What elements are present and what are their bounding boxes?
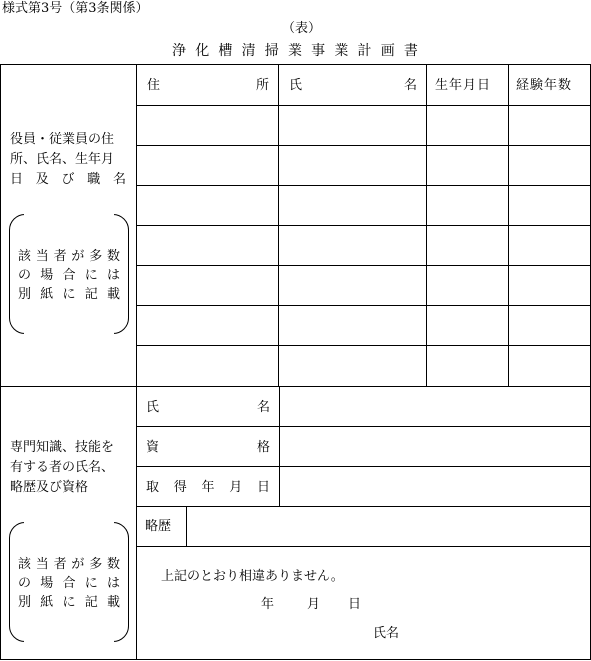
header-date-of-birth: 生年月日: [435, 78, 492, 93]
label-char: び: [61, 172, 75, 187]
note-line-2: [18, 269, 120, 282]
staff-section-label-1: 役員・従業員の住: [10, 132, 115, 147]
note-char: 載: [106, 287, 120, 302]
note-char: 当: [35, 249, 49, 264]
date-month: 月: [307, 597, 321, 612]
expert-section-label-1: 専門知識、技能を: [10, 440, 115, 455]
note2-line-1: [18, 558, 120, 571]
note-char: に: [84, 576, 98, 591]
note-char: 場: [40, 576, 54, 591]
note-char: 該: [18, 249, 32, 264]
staff-section-label-2: 所、氏名、生年月: [10, 152, 115, 167]
table-label: （表）: [282, 21, 322, 36]
note-char: に: [62, 287, 76, 302]
form-number: 様式第3号（第3条関係）: [2, 1, 149, 16]
title-char: 清: [241, 43, 256, 59]
note-char: 別: [18, 595, 32, 610]
note-char: 載: [106, 595, 120, 610]
acquired-date-label: 取 得 年 月 日: [146, 480, 270, 495]
date-day: 日: [348, 597, 362, 612]
signature-label: 氏名: [373, 626, 400, 641]
header-name: 氏 名: [289, 78, 417, 93]
expert-name-label: 氏 名: [146, 400, 270, 415]
note-char: は: [106, 576, 120, 591]
declaration-text: 上記のとおり相違ありません。: [161, 569, 344, 584]
note-char: 多: [89, 557, 103, 572]
note-char: の: [18, 268, 32, 283]
expert-section-label-2: 有する者の氏名、: [10, 460, 115, 475]
note-char: 当: [35, 557, 49, 572]
note-char: 合: [62, 268, 76, 283]
note-char: の: [18, 576, 32, 591]
note-char: が: [71, 557, 85, 572]
note-char: に: [62, 595, 76, 610]
note-char: 多: [89, 249, 103, 264]
note-char: 該: [18, 557, 32, 572]
note-char: が: [71, 249, 85, 264]
title-char: 書: [403, 43, 418, 59]
expert-section-label-3: 略歴及び資格: [10, 480, 89, 495]
note-line-1: [18, 250, 120, 263]
note-char: 紙: [40, 287, 54, 302]
note2-line-2: [18, 577, 120, 590]
note-char: 者: [53, 249, 67, 264]
label-char: 及: [35, 172, 49, 187]
title-char: 化: [195, 43, 210, 59]
note-line-3: [18, 288, 120, 301]
note-char: 数: [106, 249, 120, 264]
label-char: 職: [87, 172, 101, 187]
qualification-label: 資 格: [146, 440, 270, 455]
title-char: 槽: [218, 43, 233, 59]
staff-section-label-3: [10, 173, 126, 186]
note-char: 者: [53, 557, 67, 572]
title-char: 業: [287, 43, 302, 59]
note-char: 数: [106, 557, 120, 572]
title-char: 事: [311, 43, 326, 59]
note2-line-3: [18, 596, 120, 609]
title-char: 計: [357, 43, 372, 59]
note-char: に: [84, 268, 98, 283]
note-char: 記: [84, 287, 98, 302]
note-char: は: [106, 268, 120, 283]
note-char: 記: [84, 595, 98, 610]
header-address: 住 所: [147, 78, 269, 93]
label-char: 名: [112, 172, 126, 187]
note-char: 場: [40, 268, 54, 283]
page-title: [172, 44, 418, 58]
title-char: 浄: [172, 43, 186, 59]
history-label: 略歴: [145, 519, 172, 534]
title-char: 掃: [264, 43, 279, 59]
note-char: 合: [62, 576, 76, 591]
header-experience-years: 経験年数: [516, 78, 573, 93]
note-char: 紙: [40, 595, 54, 610]
title-char: 業: [334, 43, 349, 59]
note-char: 別: [18, 287, 32, 302]
label-char: 日: [10, 172, 24, 187]
title-char: 画: [380, 43, 395, 59]
date-year: 年: [261, 597, 275, 612]
